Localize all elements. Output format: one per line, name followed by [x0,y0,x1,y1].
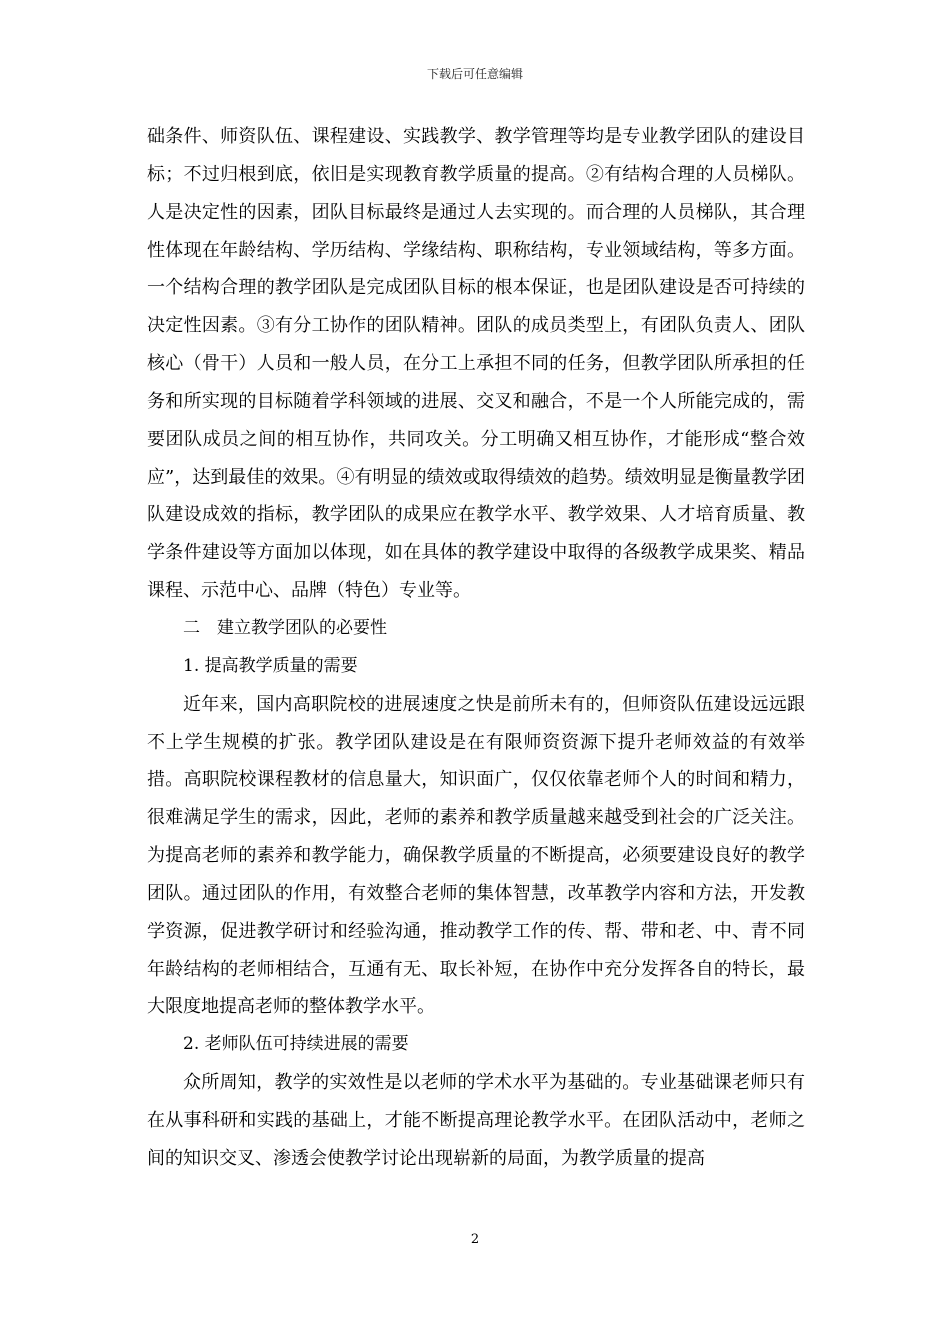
section-heading: 二 建立教学团队的必要性 [183,617,387,638]
paragraph-teaching-quality: 近年来，国内高职院校的进展速度之快是前所未有的，但师资队伍建设远远跟不上学生规模的扩张。教学团队建设是在有限师资资源下提升老师效益的有效举措。高职院校课程教材的信息量大，知识面广，仅仅依靠老师个人的时间和精力，很难满足学生的需求，因此，老师的素养和教学质量越来越受到社会的广泛关注。为提高老师的素养和教学能力，确保教学质量的不断提高，必须要建设良好的教学团队。通过团队的作用，有效整合老师的集体智慧，改革教学内容和方法，开发教学资源，促进教学研讨和经验沟通，推动教学工作的传、帮、带和老、中、青不同年龄结构的老师相结合，互通有无、取长补短，在协作中充分发挥各自的特长，最大限度地提高老师的整体教学水平。 [147,693,805,1018]
subsection-heading-1: 1. 提高教学质量的需要 [183,655,358,676]
page-header: 下载后可任意编辑 [426,67,523,81]
paragraph-continued: 础条件、师资队伍、课程建设、实践教学、教学管理等均是专业教学团队的建设目标；不过归根到底，依旧是实现教育教学质量的提高。②有结构合理的人员梯队。人是决定性的因素，团队目标最终是通过人去实现的。而合理的人员梯队，其合理性体现在年龄结构、学历结构、学缘结构、职称结构，专业领域结构，等多方面。一个结构合理的教学团队是完成团队目标的根本保证，也是团队建设是否可持续的决定性因素。③有分工协作的团队精神。团队的成员类型上，有团队负责人、团队核心（骨干）人员和一般人员，在分工上承担不同的任务，但教学团队所承担的任务和所实现的目标随着学科领域的进展、交叉和融合，不是一个人所能完成的，需要团队成员之间的相互协作，共同攻关。分工明确又相互协作，才能形成“整合效应”，达到最佳的效果。④有明显的绩效或取得绩效的趋势。绩效明显是衡量教学团队建设成效的指标，教学团队的成果应在教学水平、教学效果、人才培育质量、教学条件建设等方面加以体现，如在具体的教学建设中取得的各级教学成果奖、精品课程、示范中心、品牌（特色）专业等。 [147,126,805,602]
page-number: 2 [470,1232,480,1247]
document-body [147,118,805,1178]
paragraph-teacher-development: 众所周知，教学的实效性是以老师的学术水平为基础的。专业基础课老师只有在从事科研和实践的基础上，才能不断提高理论教学水平。在团队活动中，老师之间的知识交叉、渗透会使教学讨论出现崭新的局面，为教学质量的提高 [147,1072,805,1169]
subsection-heading-2: 2. 老师队伍可持续进展的需要 [183,1034,409,1055]
